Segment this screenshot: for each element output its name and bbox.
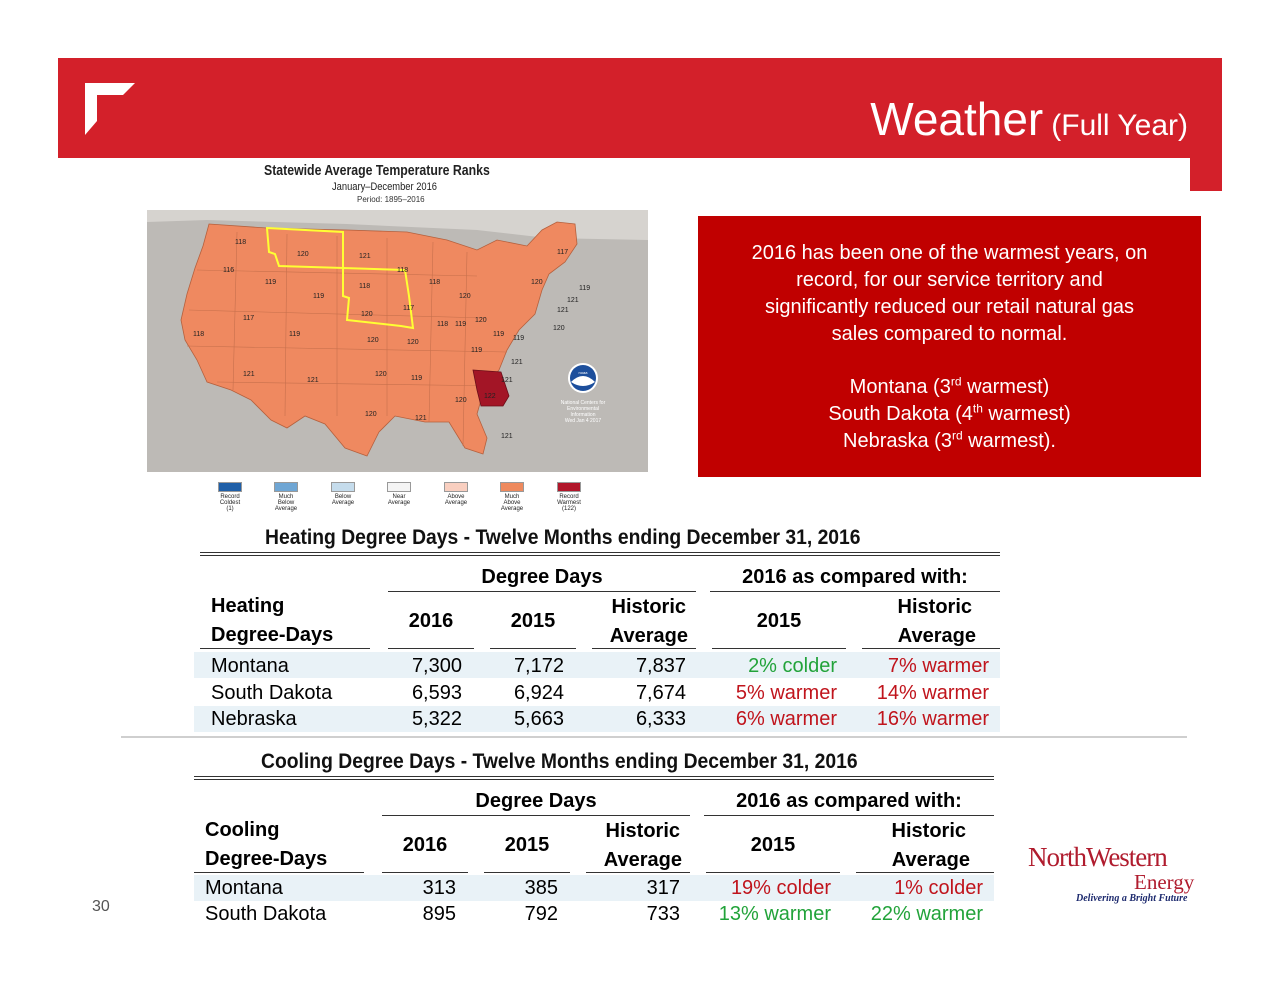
svg-text:119: 119 [493, 331, 505, 338]
table-cell-vs2015: 13% warmer [718, 903, 831, 925]
svg-text:121: 121 [359, 253, 371, 260]
svg-text:120: 120 [365, 411, 377, 418]
svg-text:122: 122 [484, 393, 496, 400]
col-historic: Historic [605, 820, 680, 842]
svg-text:118: 118 [429, 279, 441, 286]
table-row-state: Montana [205, 877, 283, 899]
table-cell-historic: 6,333 [635, 708, 686, 730]
svg-text:121: 121 [557, 307, 569, 314]
col-2015: 2015 [510, 610, 556, 632]
svg-text:119: 119 [265, 279, 277, 286]
table-row-state: South Dakota [205, 903, 327, 925]
table-cell-historic: 7,674 [635, 682, 686, 704]
legend-label-6: Record Warmest (122) [557, 494, 581, 512]
svg-text:121: 121 [501, 433, 513, 440]
svg-text:121: 121 [415, 415, 427, 422]
rule [704, 815, 994, 816]
rule [388, 648, 474, 649]
rule [194, 776, 994, 777]
svg-text:120: 120 [375, 371, 387, 378]
rule [382, 815, 690, 816]
table-cell-2015: 7,172 [513, 655, 564, 677]
legend-label-2: Below Average [331, 494, 355, 506]
page-number: 30 [92, 898, 110, 915]
table-cell-vs2015: 2% colder [748, 655, 837, 677]
table-cell-vs2015: 19% colder [730, 877, 831, 899]
rule [592, 648, 696, 649]
svg-text:120: 120 [361, 311, 373, 318]
legend-swatch-much-above [500, 482, 524, 492]
cooling-label-header-1: Cooling [205, 819, 280, 841]
brand-tagline: Delivering a Bright Future [1076, 893, 1188, 904]
table-cell-2016: 895 [422, 903, 456, 925]
rank-south-dakota: South Dakota (4th warmest) [828, 401, 1071, 425]
legend-swatch-much-below [274, 482, 298, 492]
svg-text:119: 119 [411, 375, 423, 382]
table-cell-vs2015: 6% warmer [735, 708, 837, 730]
svg-text:119: 119 [471, 347, 483, 354]
table-cell-2015: 6,924 [513, 682, 564, 704]
cooling-table-title: Cooling Degree Days - Twelve Months ending December 31, 2016 [261, 750, 858, 773]
banner-tab [1190, 158, 1222, 191]
svg-text:120: 120 [553, 325, 565, 332]
col-historic: Historic [611, 596, 686, 618]
bracket-logo-icon [85, 83, 135, 135]
table-row-state: Montana [211, 655, 289, 677]
rule [710, 591, 1000, 592]
table-cell-vshist: 22% warmer [870, 903, 983, 925]
rank-nebraska: Nebraska (3rd warmest). [843, 428, 1056, 452]
svg-text:121: 121 [307, 377, 319, 384]
brand-energy: Energy [1134, 870, 1195, 894]
svg-text:Information: Information [570, 412, 596, 418]
rule [388, 591, 696, 592]
rule [490, 648, 576, 649]
svg-text:121: 121 [243, 371, 255, 378]
table-cell-2016: 6,593 [411, 682, 462, 704]
svg-text:National Centers for: National Centers for [560, 400, 606, 406]
col-cmp-2015: 2015 [750, 834, 796, 856]
svg-text:noaa: noaa [578, 370, 588, 375]
col-average: Average [603, 849, 682, 871]
northwestern-energy-logo [1028, 842, 1195, 904]
col-cmp-average: Average [891, 849, 970, 871]
us-temperature-rank-map [147, 210, 648, 472]
callout-line: significantly reduced our retail natural gas [764, 296, 1135, 318]
svg-text:117: 117 [403, 305, 415, 312]
rule [200, 555, 1000, 556]
table-cell-vs2015: 5% warmer [735, 682, 837, 704]
svg-text:121: 121 [511, 359, 523, 366]
table-cell-2016: 7,300 [411, 655, 462, 677]
table-cell-2015: 5,663 [513, 708, 564, 730]
group-degree-days: Degree Days [481, 566, 603, 588]
svg-text:118: 118 [437, 321, 449, 328]
col-2016: 2016 [402, 834, 448, 856]
cooling-label-header-2: Degree-Days [205, 848, 328, 870]
col-cmp-2015: 2015 [756, 610, 802, 632]
table-cell-2016: 5,322 [411, 708, 462, 730]
callout-line: 2016 has been one of the warmest years, on [751, 242, 1148, 264]
slide-title [870, 92, 1188, 146]
svg-text:121: 121 [567, 297, 579, 304]
legend-label-3: Near Average [387, 494, 411, 506]
svg-text:119: 119 [579, 285, 591, 292]
svg-text:118: 118 [359, 283, 371, 290]
table-cell-historic: 317 [646, 877, 680, 899]
rule [706, 872, 840, 873]
heating-label-header-1: Heating [211, 595, 285, 617]
rule [484, 872, 570, 873]
svg-text:116: 116 [223, 267, 235, 274]
legend-swatch-above [444, 482, 468, 492]
table-row-state: South Dakota [211, 682, 333, 704]
map-subtitle: January–December 2016 [332, 181, 438, 193]
map-period: Period: 1895–2016 [357, 195, 425, 204]
col-2016: 2016 [408, 610, 454, 632]
legend-label-4: Above Average [444, 494, 468, 506]
rule [856, 872, 994, 873]
svg-text:119: 119 [455, 321, 467, 328]
svg-text:Environmental: Environmental [567, 406, 599, 412]
svg-text:120: 120 [459, 293, 471, 300]
table-cell-vshist: 1% colder [894, 877, 983, 899]
legend-swatch-record-warmest [557, 482, 581, 492]
rule [586, 872, 690, 873]
svg-text:120: 120 [531, 279, 543, 286]
rule [382, 872, 468, 873]
col-cmp-historic: Historic [891, 820, 966, 842]
svg-text:120: 120 [297, 251, 309, 258]
callout-line: record, for our service territory and [796, 269, 1103, 291]
weather-callout-box [698, 216, 1201, 477]
svg-text:120: 120 [455, 397, 467, 404]
col-cmp-average: Average [897, 625, 976, 647]
table-cell-vshist: 16% warmer [876, 708, 989, 730]
legend-label-1: Much Below Average [274, 494, 298, 512]
svg-text:119: 119 [313, 293, 325, 300]
table-cell-vshist: 14% warmer [876, 682, 989, 704]
group-compared-with: 2016 as compared with: [742, 566, 968, 588]
svg-text:121: 121 [501, 377, 513, 384]
map-title: Statewide Average Temperature Ranks [264, 162, 490, 179]
rank-montana: Montana (3rd warmest) [849, 374, 1050, 398]
col-cmp-historic: Historic [897, 596, 972, 618]
table-cell-vshist: 7% warmer [887, 655, 989, 677]
legend-label-0: Record Coldest (1) [219, 494, 241, 512]
callout-state-ranks [718, 374, 1181, 455]
legend-label-5: Much Above Average [500, 494, 524, 512]
legend-swatch-near [387, 482, 411, 492]
legend-swatch-below [331, 482, 355, 492]
rule [712, 648, 846, 649]
col-2015: 2015 [504, 834, 550, 856]
title-main: Weather [870, 93, 1044, 145]
title-sub: (Full Year) [1051, 109, 1188, 142]
svg-text:117: 117 [557, 249, 569, 256]
table-cell-2016: 313 [422, 877, 456, 899]
svg-text:120: 120 [367, 337, 379, 344]
rule [200, 552, 1000, 553]
table-row-state: Nebraska [211, 708, 297, 730]
svg-text:118: 118 [235, 239, 247, 246]
heating-table-title: Heating Degree Days - Twelve Months ending December 31, 2016 [265, 526, 861, 549]
svg-text:120: 120 [475, 317, 487, 324]
brand-name: NorthWestern [1028, 842, 1167, 872]
svg-text:117: 117 [243, 315, 255, 322]
rule [862, 648, 1000, 649]
noaa-logo-icon [568, 363, 598, 393]
group-degree-days: Degree Days [475, 790, 597, 812]
svg-text:119: 119 [289, 331, 301, 338]
section-divider [121, 736, 1187, 738]
svg-text:118: 118 [193, 331, 205, 338]
callout-line: sales compared to normal. [831, 323, 1068, 345]
group-compared-with: 2016 as compared with: [736, 790, 962, 812]
svg-text:119: 119 [513, 335, 525, 342]
legend-swatch-record-coldest [218, 482, 242, 492]
table-cell-2015: 385 [524, 877, 558, 899]
table-cell-historic: 733 [646, 903, 680, 925]
svg-text:118: 118 [397, 267, 409, 274]
svg-text:120: 120 [407, 339, 419, 346]
callout-paragraph [718, 240, 1181, 348]
table-cell-2015: 792 [524, 903, 558, 925]
table-cell-historic: 7,837 [635, 655, 686, 677]
svg-text:Wed Jan 4 2017: Wed Jan 4 2017 [564, 418, 602, 424]
heating-label-header-2: Degree-Days [211, 624, 334, 646]
rule [194, 872, 364, 873]
rule [200, 648, 370, 649]
col-average: Average [609, 625, 688, 647]
rule [194, 779, 994, 780]
